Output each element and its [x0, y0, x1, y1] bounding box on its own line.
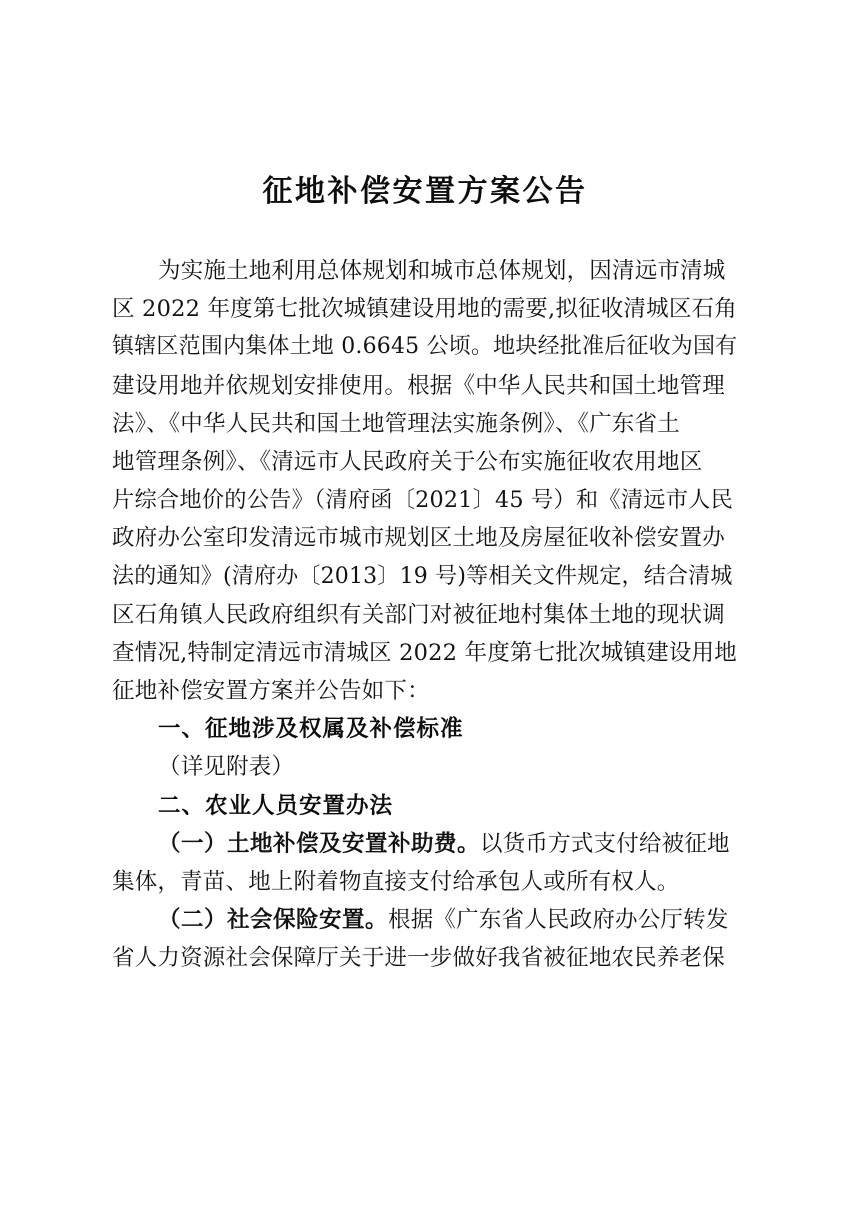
body-line: 征地补偿安置方案并公告如下：	[112, 678, 430, 705]
item-two-line-1	[112, 901, 738, 939]
document-body	[112, 252, 738, 978]
item-two-text: 根据《广东省人民政府办公厅转发	[388, 907, 729, 934]
item-one-line-1	[112, 825, 738, 863]
body-line: 片综合地价的公告》（清府函〔2021〕45 号）和《清远市人民	[112, 487, 734, 514]
item-one-line-2: 集体，青苗、地上附着物直接支付给承包人或所有权人。	[112, 869, 680, 895]
section-one-note: （详见附表）	[158, 754, 295, 781]
item-one-text: 以货币方式支付给被征地	[480, 830, 730, 857]
body-line: 法的通知》(清府办〔2013〕19 号)等相关文件规定，结合清城	[112, 563, 733, 589]
body-line: 为实施土地利用总体规划和城市总体规划，因清远市清城	[158, 258, 726, 284]
body-line: 区 2022 年度第七批次城镇建设用地的需要,拟征收清城区石角	[112, 296, 737, 323]
item-two-line-2: 省人力资源社会保障厅关于进一步做好我省被征地农民养老保	[112, 945, 725, 972]
page-title: 征地补偿安置方案公告	[262, 174, 588, 209]
body-line: 法》、《中华人民共和国土地管理法实施条例》、《广东省土	[112, 410, 680, 437]
item-two-lead: （二）社会保险安置。	[158, 907, 389, 934]
item-one-lead: （一）土地补偿及安置补助费。	[158, 830, 481, 857]
body-line: 镇辖区范围内集体土地 0.6645 公顷。地块经批准后征收为国有	[112, 334, 738, 360]
section-heading-two: 二、农业人员安置办法	[158, 792, 394, 819]
body-line: 建设用地并依规划安排使用。根据《中华人民共和国土地管理	[112, 372, 725, 399]
body-line: 地管理条例》、《清远市人民政府关于公布实施征收农用地区	[112, 448, 703, 475]
section-heading-one: 一、征地涉及权属及补偿标准	[158, 716, 464, 743]
body-line: 查情况,特制定清远市清城区 2022 年度第七批次城镇建设用地	[112, 639, 737, 666]
body-line: 区石角镇人民政府组织有关部门对被征地村集体土地的现状调	[112, 601, 725, 628]
body-line: 政府办公室印发清远市城市规划区土地及房屋征收补偿安置办	[112, 525, 725, 552]
